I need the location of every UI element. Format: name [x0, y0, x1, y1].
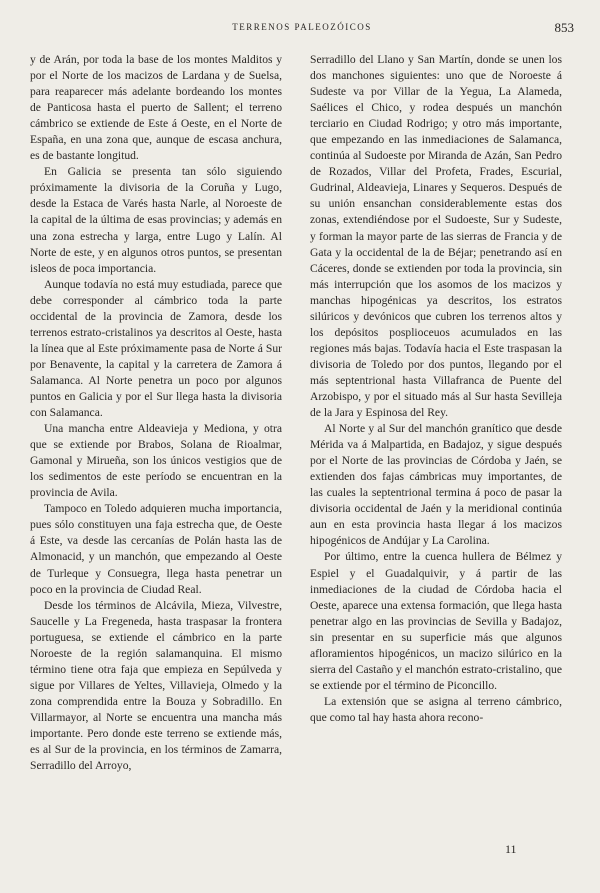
paragraph: En Galicia se presenta tan sólo siguiendo próximamente la divisoria de la Coruña y Lugo, desde la Estaca de Varés hasta Narle, al Noroeste de la capital de la última de esas provincias; y además en una zona estrecha y larga, entre Lugo y Lalín. Al Norte de este, y en algunos otros puntos, se presentan isleos de poca importancia.	[30, 165, 282, 275]
paragraph: y de Arán, por toda la base de los montes Malditos y por el Norte de los macizos de Lardana y de Suelsa, para reaparecer más adelante bordeando los montes de Panticosa hasta el puerto de Sallent; el terreno cámbrico se extiende de Este á Oeste, en el Norte de España, en una zona que, aunque de escasa anchura, es de bastante longitud.	[30, 53, 282, 163]
paragraph: La extensión que se asigna al terreno cámbrico, que como tal hay hasta ahora recono-	[310, 694, 562, 724]
running-head	[30, 20, 574, 38]
right-column	[310, 52, 562, 726]
page-number: 853	[554, 20, 574, 35]
paragraph: Por último, entre la cuenca hullera de Bélmez y Espiel y el Guadalquivir, y á partir de las inmediaciones de la ciudad de Córdoba hacia el Oeste, aparece una extensa formación, que llega hasta penetrar algo en las provincias de Sevilla y Badajoz, sin presentar en su superficie más que algunos afloramientos hipogénicos, un macizo silúrico en la sierra del Castaño y el manchón estrato-cristalino, que se extiende por el término de Piconcillo.	[310, 550, 562, 692]
paragraph: Al Norte y al Sur del manchón granítico que desde Mérida va á Malpartida, en Badajoz, y sigue después por el Norte de las provincias de Córdoba y Jaén, se extienden dos fajas cámbricas muy importantes, de las cuales la septentrional termina á poco de pasar la divisoria occidental de Jaén y la meridional continúa aun en esta provincia hasta llegar á los macizos hipogénicos de Andújar y La Carolina.	[310, 422, 562, 548]
signature-mark: 11	[505, 842, 517, 856]
left-column	[30, 52, 282, 774]
paragraph: Desde los términos de Alcávila, Mieza, Vilvestre, Saucelle y La Fregeneda, hasta traspasar la frontera portuguesa, se extiende el cámbrico en la parte Noroeste de la región salamanquina. El mismo término tiene otra faja que empieza en Sepúlveda y sigue por Villares de Yeltes, Villavieja, Olmedo y la zona comprendida entre la Bouza y Sobradillo. En Villarmayor, al Norte se encuentra una mancha más importante. Pero donde este terreno se extiende más, es al Sur de la provincia, en los términos de Zamarra, Serradillo del Arroyo,	[30, 598, 282, 773]
running-title: TERRENOS PALEOZÓICOS	[232, 22, 372, 32]
paragraph: Tampoco en Toledo adquieren mucha importancia, pues sólo constituyen una faja estrecha que, de Oeste á Este, va desde las cercanías de Polán hasta las de Almonacid, y un manchón, que empezando al Oeste de Turleque y Consuegra, llega hasta penetrar un poco en la provincia de Ciudad Real.	[30, 502, 282, 596]
paragraph: Una mancha entre Aldeavieja y Mediona, y otra que se extiende por Brabos, Solana de Rioalmar, Gamonal y Mirueña, son los únicos vestigios que de los sedimentos de este período se encuentran en la provincia de Avila.	[30, 422, 282, 500]
paragraph: Serradillo del Llano y San Martín, donde se unen los dos manchones siguientes: uno que de Noroeste á Sudeste va por Villar de la Yegua, La Alameda, Saélices el Chico, y rodea después un manchón terciario en Ciudad Rodrigo; y otro más importante, que empezando en las inmediaciones de Salamanca, continúa al Sudoeste por Miranda de Azán, San Pedro de Rozados, Villar del Profeta, Frades, Escurial, Gudrinal, Aldeavieja, Linares y Sequeros. Después de su unión ensanchan considerablemente estas dos zonas, extendiéndose por el Sudoeste, Sur y Sudeste, y forman la mayor parte de las sierras de Francia y de Gata y la occidental de la de Béjar; penetrando así en Cáceres, donde se extienden por toda la provincia, sin más interrupción que los asomos de los macizos y manchas hipogénicas ya descritos, los estratos silúricos y devónicos que cubren los terrenos altos y los depósitos posplioceuos acumulados en las regiones más bajas. Todavía hacia el Este traspasan la divisoria de Toledo por dos puntos, llegando por el más septentrional hasta Villafranca de Puente del Arzobispo, y por el situado más al Sur hasta Sevilleja de la Jara y Espinosa del Rey.	[310, 53, 562, 420]
paragraph: Aunque todavía no está muy estudiada, parece que debe corresponder al cámbrico toda la parte occidental de la provincia de Zamora, desde los terrenos estrato-cristalinos ya descritos al Oeste, hasta la línea que al Este próximamente pasa de Norte á Sur por Benavente, la capital y la carretera de Zamora á Salamanca. Al Norte penetra un poco por algunos puntos en Galicia y por el Sur llega hasta la divisoria con Salamanca.	[30, 277, 282, 420]
